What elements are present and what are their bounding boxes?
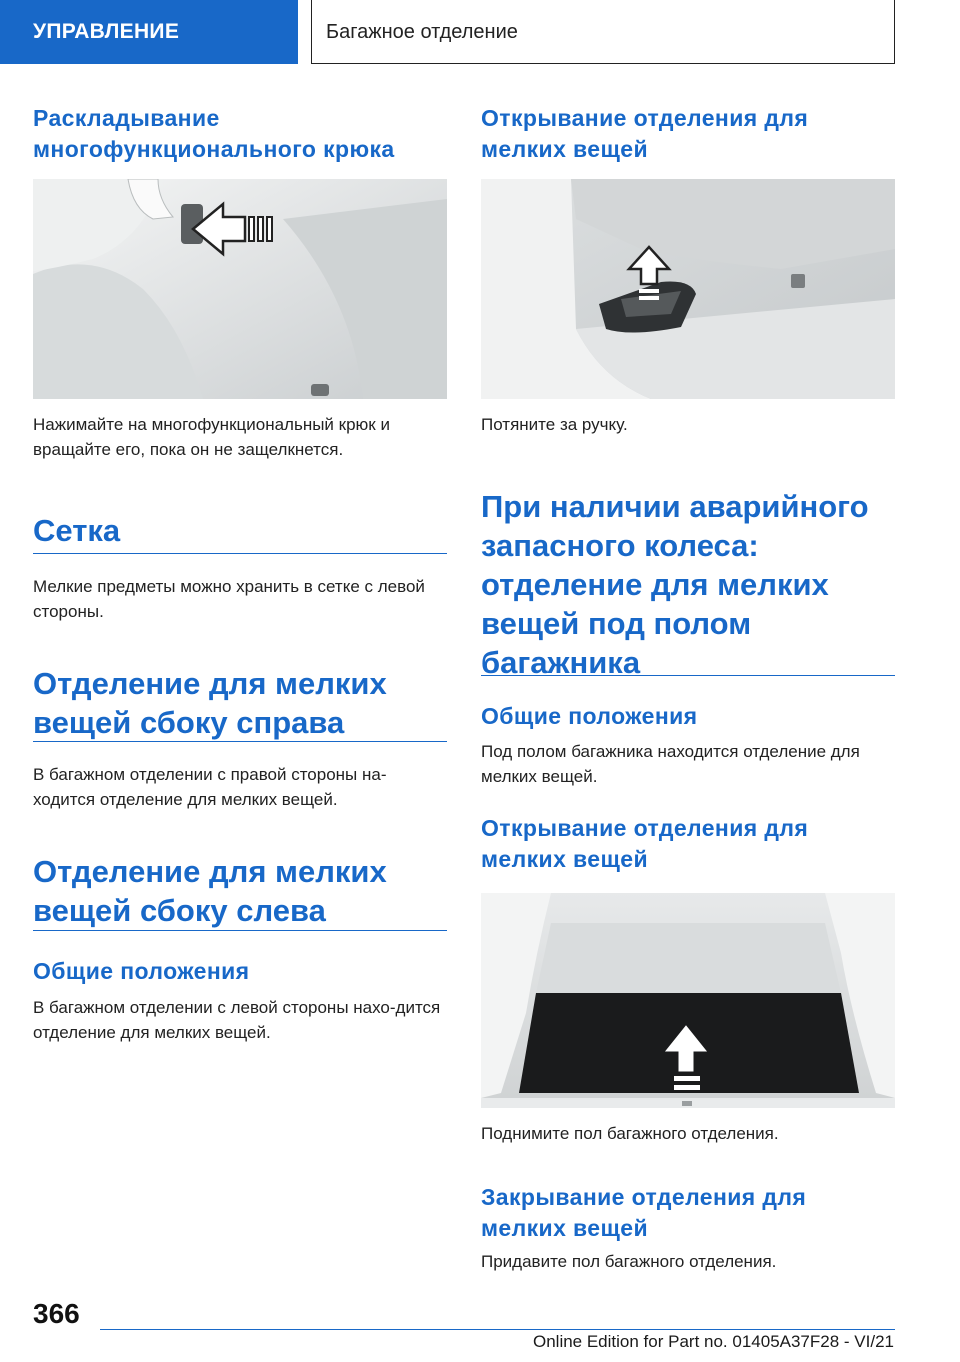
- text-underfloor: Под полом багажника находится отделение для мелких вещей.: [481, 742, 860, 786]
- page-number: 366: [33, 1298, 80, 1329]
- subheading-open-underfloor: Открывание отделения для мелких вещей: [481, 815, 809, 872]
- subsection-title: Багажное отделение: [311, 0, 895, 64]
- divider: [33, 741, 447, 742]
- figure-multifunction-hook: [33, 179, 447, 399]
- subheading-general-right: Общие положения: [481, 703, 698, 729]
- footer-divider: [100, 1329, 895, 1330]
- heading-right-compartment: Отделение для мелких вещей сбоку справа: [33, 666, 387, 740]
- subheading-general: Общие положения: [33, 958, 250, 984]
- divider: [481, 675, 895, 676]
- heading-multifunction-hook: Раскладывание многофункционального крюка: [33, 105, 395, 162]
- heading-net: Сетка: [33, 513, 121, 548]
- heading-spare-wheel-compartment: При наличии аварийного запасного колеса: отделение для мелких вещей под полом багажника: [481, 489, 869, 680]
- subheading-close-underfloor: Закрывание отделения для мелких вещей: [481, 1184, 807, 1241]
- divider: [33, 553, 447, 554]
- divider: [33, 930, 447, 931]
- heading-left-compartment: Отделение для мелких вещей сбоку слева: [33, 854, 387, 928]
- heading-open-compartment: Открывание отделения для мелких вещей: [481, 105, 809, 162]
- text-right-compartment: В багажном отделении с правой стороны на-ходится отделение для мелких вещей.: [33, 765, 387, 809]
- figure-side-compartment: [481, 179, 895, 399]
- text-lift-floor: Поднимите пол багажного отделения.: [481, 1124, 779, 1143]
- text-multifunction-hook: Нажимайте на многофункциональный крюк и вращайте его, пока он не защелкнется.: [33, 415, 390, 459]
- text-pull-handle: Потяните за ручку.: [481, 415, 628, 434]
- footer-edition: Online Edition for Part no. 01405A37F28 - VI/21: [532, 1332, 894, 1351]
- figure-trunk-floor: [481, 893, 895, 1108]
- section-tab: УПРАВЛЕНИЕ: [0, 0, 298, 64]
- text-net: Мелкие предметы можно хранить в сетке с левой стороны.: [33, 577, 425, 621]
- text-left-compartment: В багажном отделении с левой стороны нахо-дится отделение для мелких вещей.: [33, 998, 441, 1042]
- text-press-floor: Придавите пол багажного отделения.: [481, 1252, 777, 1271]
